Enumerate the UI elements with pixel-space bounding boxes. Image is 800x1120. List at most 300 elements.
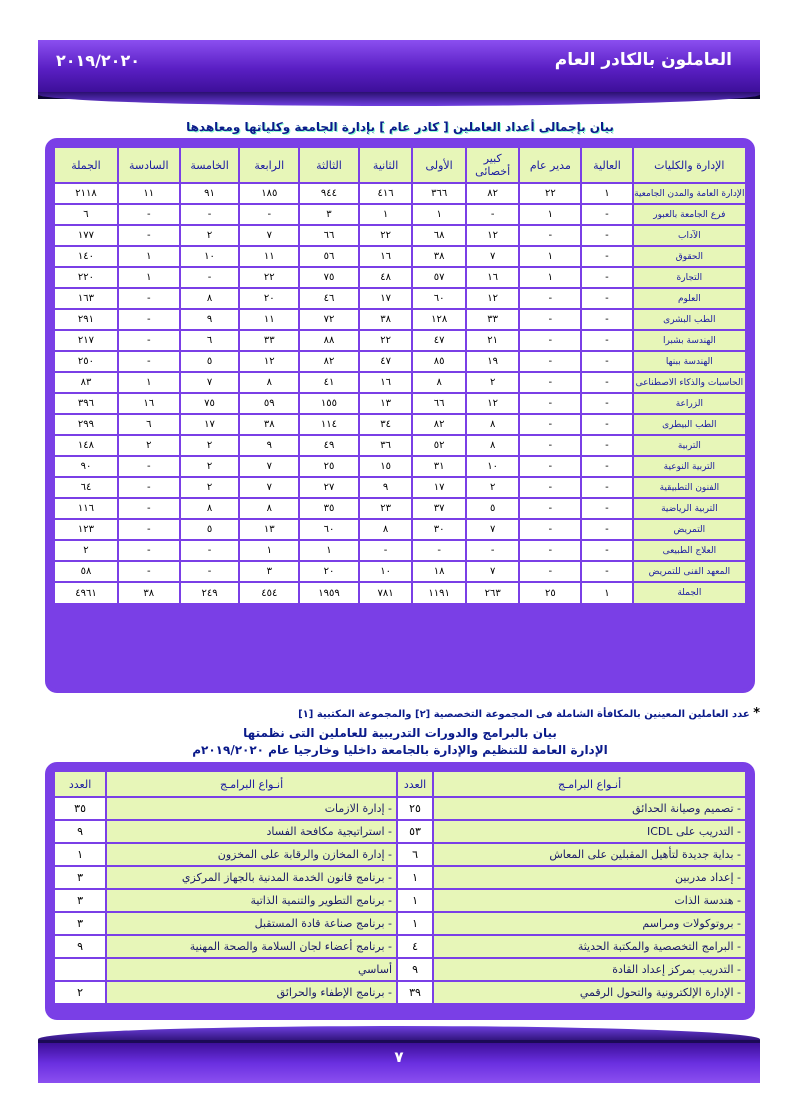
table-cell: ١٤٠ xyxy=(55,247,117,266)
count-header-left: العدد xyxy=(55,772,105,796)
table-cell: - xyxy=(520,289,580,308)
table-row xyxy=(55,373,745,392)
table-cell: ٧ xyxy=(240,478,298,497)
table-cell: ١ xyxy=(119,247,179,266)
table-row xyxy=(55,184,745,203)
table-cell: ٧٢ xyxy=(300,310,358,329)
program-name: - إعداد مدربين xyxy=(434,867,745,888)
table-cell: - xyxy=(467,541,519,560)
row-label: العلوم xyxy=(634,289,745,308)
program-count xyxy=(55,959,105,980)
table-cell: ٥٦ xyxy=(300,247,358,266)
program-count: ٣ xyxy=(55,913,105,934)
table-row xyxy=(55,268,745,287)
program-name: - إدارة المخازن والرقابة على المخزون xyxy=(107,844,396,865)
total-cell: ٤٥٤ xyxy=(240,583,298,603)
table-cell: ٧ xyxy=(467,562,519,581)
table-row xyxy=(55,798,745,819)
program-count: ٩ xyxy=(398,959,432,980)
row-label: الطب البشرى xyxy=(634,310,745,329)
table-cell: ٥ xyxy=(181,352,239,371)
table-cell: ٢٢ xyxy=(360,226,412,245)
table-cell: ٧٥ xyxy=(300,268,358,287)
program-count: ٣٩ xyxy=(398,982,432,1003)
table-cell: ١٦٣ xyxy=(55,289,117,308)
column-header: الثانية xyxy=(360,148,412,182)
table-cell: - xyxy=(582,373,631,392)
table-cell: ١٦ xyxy=(119,394,179,413)
table-cell: - xyxy=(582,268,631,287)
table-cell: ٣٥ xyxy=(300,499,358,518)
table-cell: ٣٣ xyxy=(467,310,519,329)
table-cell: - xyxy=(520,331,580,350)
program-count: ١ xyxy=(398,890,432,911)
table-cell: ١ xyxy=(520,247,580,266)
table-cell: - xyxy=(119,289,179,308)
table-cell: ٢٣ xyxy=(360,499,412,518)
row-label: الفنون التطبيقية xyxy=(634,478,745,497)
column-header: كبير أخصائى xyxy=(467,148,519,182)
table-cell: ٢ xyxy=(467,373,519,392)
total-cell: ٤٩٦١ xyxy=(55,583,117,603)
program-count: ١ xyxy=(55,844,105,865)
table-cell: - xyxy=(582,436,631,455)
table-cell: ١ xyxy=(119,373,179,392)
program-name: - الإدارة الإلكترونية والتحول الرقمي xyxy=(434,982,745,1003)
table-row xyxy=(55,436,745,455)
table-cell: ٨ xyxy=(181,499,239,518)
table-cell: - xyxy=(520,436,580,455)
program-name: - بروتوكولات ومراسم xyxy=(434,913,745,934)
programs-table xyxy=(53,770,747,1005)
table-row xyxy=(55,499,745,518)
total-cell: ٢٤٩ xyxy=(181,583,239,603)
footnote-text: عدد العاملين المعينين بالمكافأة الشاملة فى المجموعة التخصصية [٢] والمجموعة المكتبية [١] xyxy=(298,709,750,720)
table-row xyxy=(55,562,745,581)
column-header: الخامسة xyxy=(181,148,239,182)
row-label: التربية النوعية xyxy=(634,457,745,476)
table-cell: ٨ xyxy=(467,415,519,434)
table-cell: ٢١١٨ xyxy=(55,184,117,203)
table-cell: - xyxy=(582,310,631,329)
table-row xyxy=(55,936,745,957)
table-cell: ٢ xyxy=(55,541,117,560)
table-cell: ٢١٧ xyxy=(55,331,117,350)
table-cell: ١٢ xyxy=(467,394,519,413)
table-cell: ٣١ xyxy=(413,457,465,476)
table-cell: - xyxy=(240,205,298,224)
table-cell: - xyxy=(181,205,239,224)
table-cell: ٣ xyxy=(240,562,298,581)
table-cell: - xyxy=(119,331,179,350)
table-cell: ٩١ xyxy=(181,184,239,203)
table-cell: ٩ xyxy=(360,478,412,497)
table-cell: ١٢ xyxy=(240,352,298,371)
table-cell: ٣٦٦ xyxy=(413,184,465,203)
table-row xyxy=(55,331,745,350)
program-count: ٩ xyxy=(55,936,105,957)
table2-caption-line1: بيان بالبرامج والدورات التدريبية للعاملين التى نظمتها xyxy=(243,726,557,740)
table-cell: - xyxy=(582,562,631,581)
table-cell: ١١ xyxy=(240,247,298,266)
table-row xyxy=(55,821,745,842)
column-header: العالية xyxy=(582,148,631,182)
table-cell: ١١ xyxy=(119,184,179,203)
table-row xyxy=(55,310,745,329)
table-cell: ٥٧ xyxy=(413,268,465,287)
table-cell: ١ xyxy=(520,205,580,224)
staff-table-panel xyxy=(45,138,755,693)
table-cell: ٩ xyxy=(240,436,298,455)
table-cell: - xyxy=(119,499,179,518)
table-cell: - xyxy=(467,205,519,224)
row-label: الحاسبات والذكاء الاصطناعى xyxy=(634,373,745,392)
table-cell: - xyxy=(582,541,631,560)
table-cell: ٣٩٦ xyxy=(55,394,117,413)
table-cell: - xyxy=(582,499,631,518)
program-count: ٩ xyxy=(55,821,105,842)
footnote-star: * xyxy=(753,706,760,721)
table-cell: ٨٥ xyxy=(413,352,465,371)
table-cell: ٣٨ xyxy=(240,415,298,434)
table-cell: ٦٦ xyxy=(300,226,358,245)
column-header: مدير عام xyxy=(520,148,580,182)
table-cell: ١٧ xyxy=(181,415,239,434)
table-cell: - xyxy=(181,541,239,560)
table-row xyxy=(55,844,745,865)
header-title: العاملون بالكادر العام xyxy=(554,50,732,70)
count-header-right: العدد xyxy=(398,772,432,796)
row-label: الزراعة xyxy=(634,394,745,413)
table-cell: - xyxy=(520,520,580,539)
row-label: التربية الرياضية xyxy=(634,499,745,518)
page-number: ٧ xyxy=(394,1048,404,1066)
table-cell: - xyxy=(582,205,631,224)
table-cell: ٦ xyxy=(181,331,239,350)
table-cell: ٢٢ xyxy=(240,268,298,287)
table-cell: - xyxy=(582,394,631,413)
table-cell: ٢ xyxy=(181,478,239,497)
program-name: - استراتيجية مكافحة الفساد xyxy=(107,821,396,842)
table-cell: - xyxy=(520,499,580,518)
table-cell: ١ xyxy=(582,184,631,203)
table-cell: ٧ xyxy=(240,226,298,245)
program-name: - التدريب على ICDL xyxy=(434,821,745,842)
table-cell: ٣٧ xyxy=(413,499,465,518)
table-cell: - xyxy=(520,562,580,581)
table-cell: ١٦ xyxy=(360,373,412,392)
table-cell: ١٧ xyxy=(413,478,465,497)
table-cell: - xyxy=(181,562,239,581)
table1-caption: بيان بإجمالى أعداد العاملين [ كادر عام ] بإدارة الجامعة وكلياتها ومعاهدها xyxy=(186,120,614,134)
footer-banner xyxy=(38,1026,760,1082)
header-curve xyxy=(38,92,760,106)
table-cell: ٦٨ xyxy=(413,226,465,245)
table-cell: ٢ xyxy=(119,436,179,455)
table-cell: - xyxy=(119,205,179,224)
row-label: الطب البيطرى xyxy=(634,415,745,434)
program-name: - برنامج قانون الخدمة المدنية بالجهاز المركزي xyxy=(107,867,396,888)
table-cell: ٢٢ xyxy=(360,331,412,350)
table-cell: ٢٢ xyxy=(520,184,580,203)
table-cell: ١١ xyxy=(240,310,298,329)
column-header: الأولى xyxy=(413,148,465,182)
programs-header-right: أنـواع البرامـج xyxy=(434,772,745,796)
table-cell: ٣٨ xyxy=(413,247,465,266)
table-cell: - xyxy=(582,457,631,476)
program-count: ٣٥ xyxy=(55,798,105,819)
table-cell: - xyxy=(520,310,580,329)
total-cell: ٢٥ xyxy=(520,583,580,603)
table-cell: ٥٩ xyxy=(240,394,298,413)
table-cell: ٨٨ xyxy=(300,331,358,350)
table-row xyxy=(55,867,745,888)
table-cell: ١ xyxy=(240,541,298,560)
program-name: - إدارة الازمات xyxy=(107,798,396,819)
row-label: الآداب xyxy=(634,226,745,245)
table-cell: - xyxy=(582,352,631,371)
program-count: ٢ xyxy=(55,982,105,1003)
table-row xyxy=(55,226,745,245)
total-cell: ٣٨ xyxy=(119,583,179,603)
table-cell: - xyxy=(520,415,580,434)
table-cell: ٨٢ xyxy=(467,184,519,203)
footnote xyxy=(40,706,760,721)
program-count: ٤ xyxy=(398,936,432,957)
table-cell: ٥٢ xyxy=(413,436,465,455)
table-cell: ٢١ xyxy=(467,331,519,350)
table-row xyxy=(55,415,745,434)
table-cell: - xyxy=(520,541,580,560)
table-cell: ١١٤ xyxy=(300,415,358,434)
programs-table-body xyxy=(55,798,745,1003)
table-cell: - xyxy=(520,226,580,245)
table-cell: ١٧٧ xyxy=(55,226,117,245)
row-label: العلاج الطبيعى xyxy=(634,541,745,560)
column-header: السادسة xyxy=(119,148,179,182)
table-row xyxy=(55,394,745,413)
table-cell: - xyxy=(181,268,239,287)
table-cell: ١٥٥ xyxy=(300,394,358,413)
table-row xyxy=(55,890,745,911)
staff-table xyxy=(53,146,747,605)
table-cell: ١٨ xyxy=(413,562,465,581)
program-name: - البرامج التخصصية والمكتبة الحديثة xyxy=(434,936,745,957)
table-cell: ٢ xyxy=(181,226,239,245)
table-cell: ١٢ xyxy=(467,226,519,245)
row-label: الإدارة العامة والمدن الجامعية xyxy=(634,184,745,203)
table2-caption-line2: الإدارة العامة للتنظيم والإدارة بالجامعة داخليا وخارجيا عام ٢٠١٩/٢٠٢٠م xyxy=(192,743,608,757)
table-cell: ٤٧ xyxy=(413,331,465,350)
table-row xyxy=(55,457,745,476)
staff-table-body xyxy=(55,184,745,603)
row-label: الحقوق xyxy=(634,247,745,266)
table-cell: ٢٠ xyxy=(240,289,298,308)
table-cell: ٢٢٠ xyxy=(55,268,117,287)
table-cell: ١١٦ xyxy=(55,499,117,518)
table-cell: ٤١ xyxy=(300,373,358,392)
program-name: - التدريب بمركز إعداد القادة xyxy=(434,959,745,980)
table-cell: ٨٢ xyxy=(413,415,465,434)
total-cell: ١٩٥٩ xyxy=(300,583,358,603)
table-cell: ١٠ xyxy=(360,562,412,581)
table-cell: ١٩ xyxy=(467,352,519,371)
table-cell: ٣٣ xyxy=(240,331,298,350)
column-header: الثالثة xyxy=(300,148,358,182)
table-cell: ٤٨ xyxy=(360,268,412,287)
table-cell: ٥ xyxy=(181,520,239,539)
program-count: ٣ xyxy=(55,867,105,888)
total-row xyxy=(55,583,745,603)
table-cell: ٣ xyxy=(300,205,358,224)
table-row xyxy=(55,352,745,371)
table-cell: - xyxy=(119,310,179,329)
column-header: الجملة xyxy=(55,148,117,182)
program-name: - برنامج الإطفاء والحرائق xyxy=(107,982,396,1003)
table-row xyxy=(55,541,745,560)
table-cell: ٨ xyxy=(360,520,412,539)
table-cell: ١ xyxy=(360,205,412,224)
table-row xyxy=(55,520,745,539)
table-cell: ٩٠ xyxy=(55,457,117,476)
program-name: - تصميم وصيانة الحدائق xyxy=(434,798,745,819)
table-cell: - xyxy=(582,415,631,434)
table-cell: - xyxy=(520,352,580,371)
table-cell: ٨ xyxy=(181,289,239,308)
table-cell: ٣٠ xyxy=(413,520,465,539)
table-row xyxy=(55,247,745,266)
table-cell: ١٦ xyxy=(360,247,412,266)
table-cell: ٦ xyxy=(119,415,179,434)
table-cell: ١٠ xyxy=(181,247,239,266)
table-cell: ٢٥٠ xyxy=(55,352,117,371)
table-cell: - xyxy=(413,541,465,560)
table-cell: ٣٦ xyxy=(360,436,412,455)
table-cell: - xyxy=(582,520,631,539)
table-cell: ٨٣ xyxy=(55,373,117,392)
program-count: ٣ xyxy=(55,890,105,911)
staff-table-header xyxy=(55,148,745,182)
table-cell: ٧٥ xyxy=(181,394,239,413)
row-label: الهندسة بشبرا xyxy=(634,331,745,350)
table-cell: ٥ xyxy=(467,499,519,518)
table-cell: ١٣ xyxy=(240,520,298,539)
program-name: - بداية جديدة لتأهيل المقبلين على المعاش xyxy=(434,844,745,865)
row-label: التمريض xyxy=(634,520,745,539)
table-cell: - xyxy=(582,289,631,308)
table-cell: ٦٠ xyxy=(413,289,465,308)
total-cell: ١١٩١ xyxy=(413,583,465,603)
total-cell: ٧٨١ xyxy=(360,583,412,603)
table-cell: ٦٦ xyxy=(413,394,465,413)
table-cell: ٧ xyxy=(181,373,239,392)
table-cell: - xyxy=(582,247,631,266)
table-cell: ٥٨ xyxy=(55,562,117,581)
table-cell: ١٦ xyxy=(467,268,519,287)
row-label: فرع الجامعة بالعبور xyxy=(634,205,745,224)
table-cell: ١٢٨ xyxy=(413,310,465,329)
row-label: الهندسة ببنها xyxy=(634,352,745,371)
table-row xyxy=(55,478,745,497)
table-cell: ٦٤ xyxy=(55,478,117,497)
table-row xyxy=(55,913,745,934)
table-cell: ١٨٥ xyxy=(240,184,298,203)
table-cell: - xyxy=(119,352,179,371)
table-cell: - xyxy=(582,226,631,245)
table-cell: ١٧ xyxy=(360,289,412,308)
program-name: - برنامج أعضاء لجان السلامة والصحة المهنية xyxy=(107,936,396,957)
table-cell: ١٢ xyxy=(467,289,519,308)
table-cell: ١ xyxy=(520,268,580,287)
row-label: التربية xyxy=(634,436,745,455)
table-cell: ٣٤ xyxy=(360,415,412,434)
table-cell: ٧ xyxy=(467,247,519,266)
program-name: أساسي xyxy=(107,959,396,980)
programs-table-header xyxy=(55,772,745,796)
table-row xyxy=(55,959,745,980)
table-cell: ١٤٨ xyxy=(55,436,117,455)
program-count: ١ xyxy=(398,867,432,888)
table-cell: - xyxy=(360,541,412,560)
table-row xyxy=(55,982,745,1003)
table-cell: ١ xyxy=(119,268,179,287)
table-cell: ٦٠ xyxy=(300,520,358,539)
table-cell: - xyxy=(520,457,580,476)
table-row xyxy=(55,289,745,308)
table-cell: - xyxy=(520,478,580,497)
programs-header-left: أنـواع البرامـج xyxy=(107,772,396,796)
table-cell: ٢٩٩ xyxy=(55,415,117,434)
total-cell: ١ xyxy=(582,583,631,603)
table-cell: ٢٧ xyxy=(300,478,358,497)
table-cell: ٢ xyxy=(181,457,239,476)
program-name: - برنامج صناعة قادة المستقبل xyxy=(107,913,396,934)
table-cell: - xyxy=(119,226,179,245)
program-count: ٢٥ xyxy=(398,798,432,819)
total-cell: ٢٦٣ xyxy=(467,583,519,603)
table-cell: ٤١٦ xyxy=(360,184,412,203)
table-cell: - xyxy=(582,478,631,497)
table-cell: ٢٠ xyxy=(300,562,358,581)
programs-table-panel xyxy=(45,762,755,1020)
program-count: ٥٣ xyxy=(398,821,432,842)
table-cell: ٤٩ xyxy=(300,436,358,455)
table-cell: ٧ xyxy=(467,520,519,539)
program-name: - برنامج التطوير والتنمية الذاتية xyxy=(107,890,396,911)
header-banner xyxy=(38,40,760,98)
table-cell: ٤٦ xyxy=(300,289,358,308)
table-cell: ٨ xyxy=(467,436,519,455)
table-cell: ٨٢ xyxy=(300,352,358,371)
table-cell: - xyxy=(119,478,179,497)
table-cell: ١٣ xyxy=(360,394,412,413)
table-cell: ٨ xyxy=(240,499,298,518)
table-cell: ٢ xyxy=(181,436,239,455)
table-cell: ٧ xyxy=(240,457,298,476)
row-label: التجارة xyxy=(634,268,745,287)
table-cell: - xyxy=(119,457,179,476)
program-count: ٦ xyxy=(398,844,432,865)
table-cell: ٢ xyxy=(467,478,519,497)
table-cell: ٤٧ xyxy=(360,352,412,371)
table-cell: ٦ xyxy=(55,205,117,224)
table-cell: - xyxy=(119,520,179,539)
table-cell: ٢٩١ xyxy=(55,310,117,329)
table-cell: ٢٥ xyxy=(300,457,358,476)
table-row xyxy=(55,205,745,224)
table-cell: ١٥ xyxy=(360,457,412,476)
table-cell: ٣٨ xyxy=(360,310,412,329)
